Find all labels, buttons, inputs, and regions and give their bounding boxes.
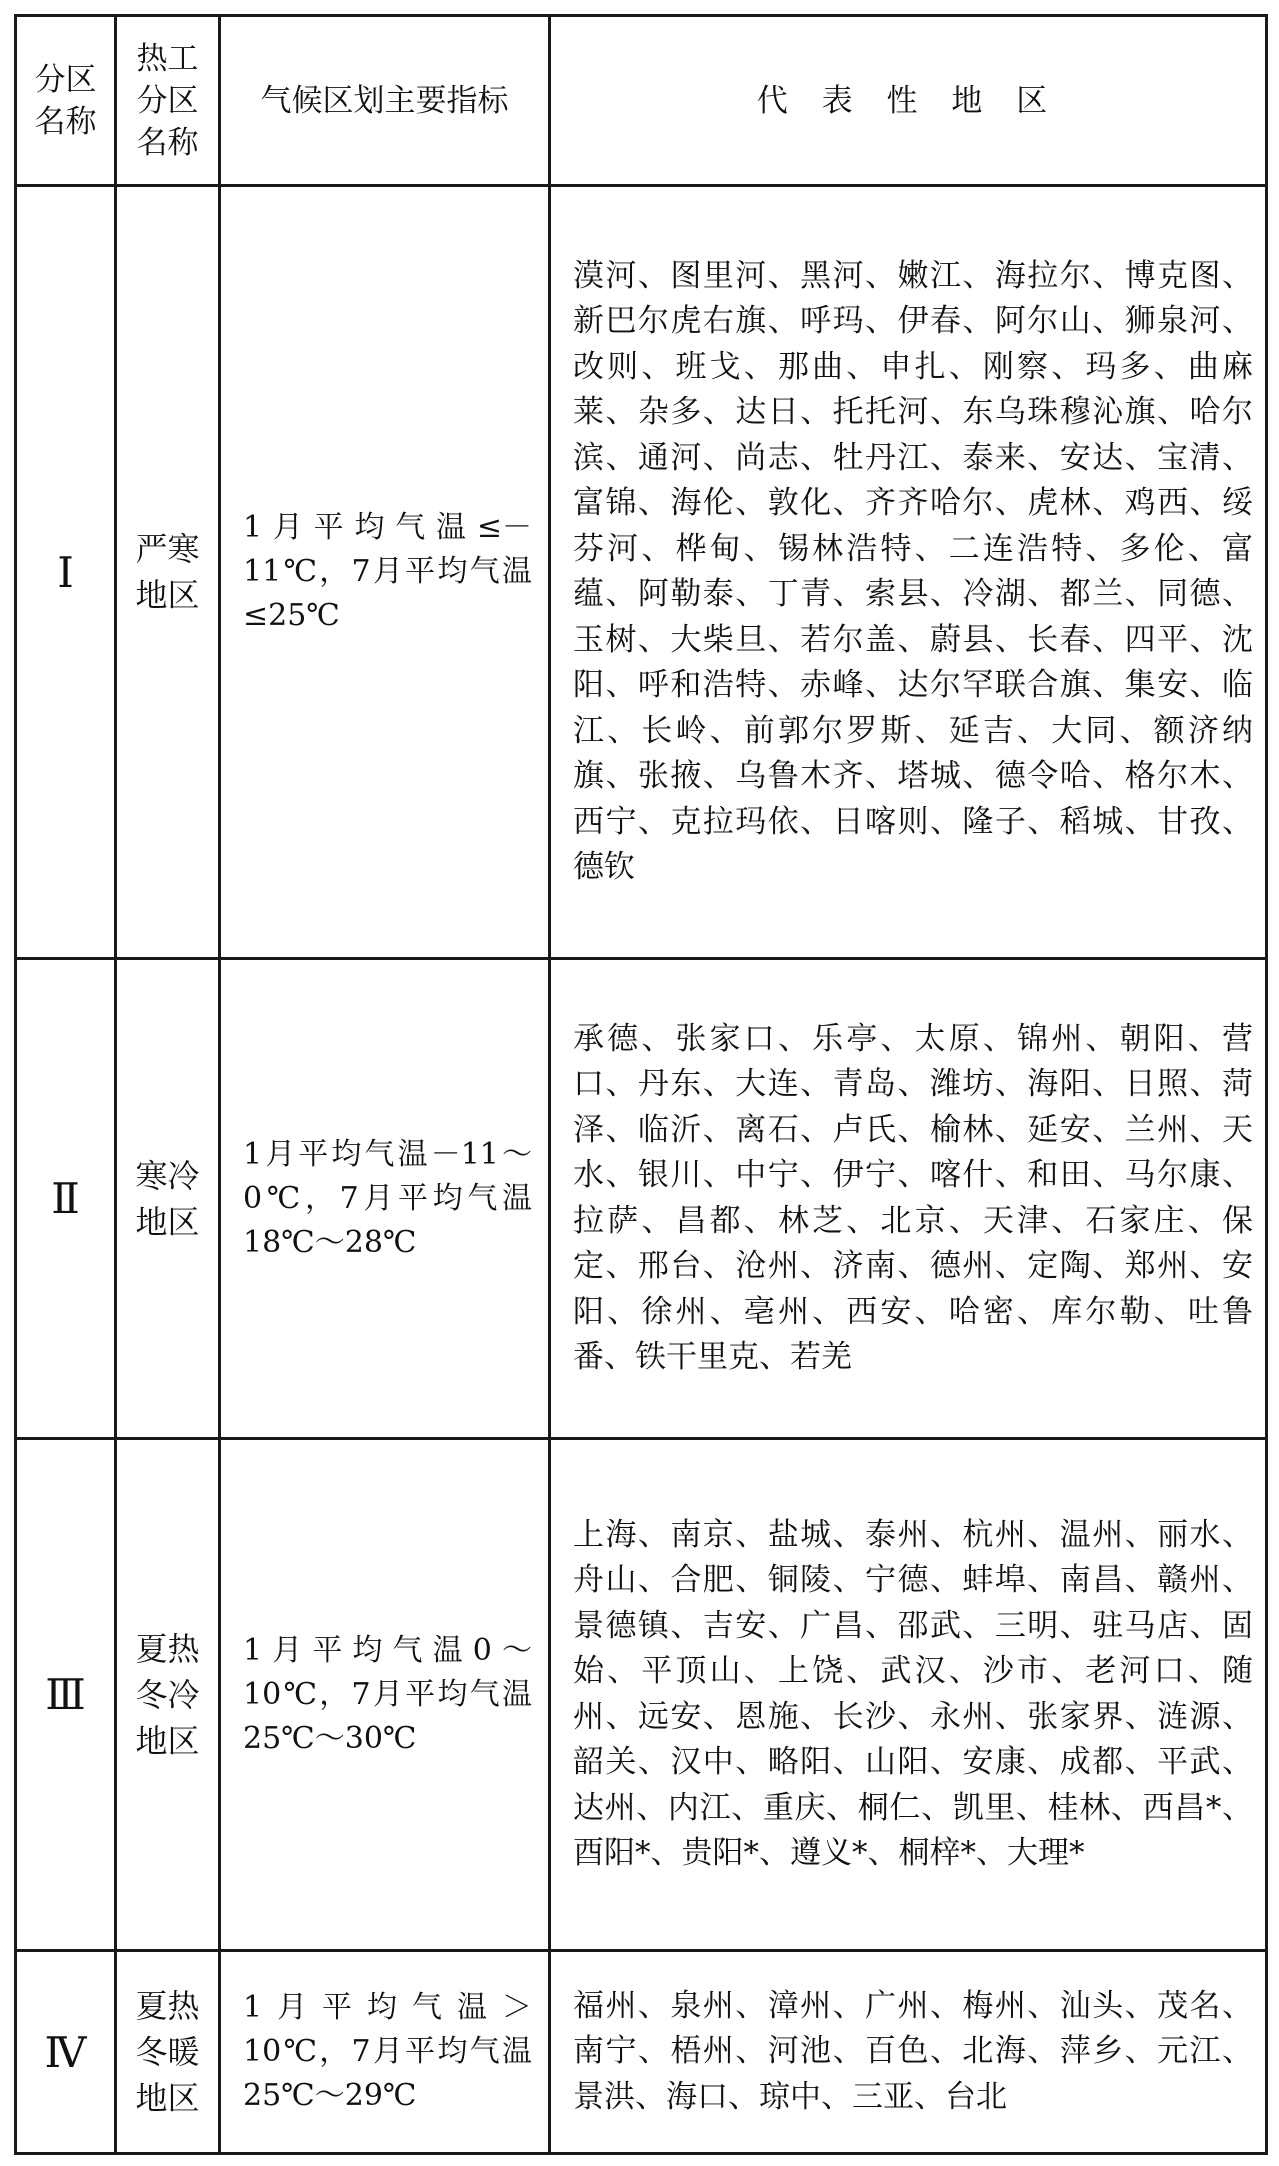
header-criteria: 气候区划主要指标 — [220, 16, 550, 186]
thermal-zone-name: 夏热 冬暖 地区 — [116, 1951, 220, 2154]
representative-regions: 福州、泉州、漳州、广州、梅州、汕头、茂名、南宁、梧州、河池、百色、北海、萍乡、元江、景洪、海口、琼中、三亚、台北 — [550, 1951, 1267, 2154]
table-row — [16, 186, 1267, 959]
thermal-zone-name: 夏热 冬冷 地区 — [116, 1439, 220, 1951]
zone-numeral: Ⅳ — [16, 1951, 116, 2154]
zone-numeral: Ⅲ — [16, 1439, 116, 1951]
representative-regions: 承德、张家口、乐亭、太原、锦州、朝阳、营口、丹东、大连、青岛、潍坊、海阳、日照、菏泽、临沂、离石、卢氏、榆林、延安、兰州、天水、银川、中宁、伊宁、喀什、和田、马尔康、拉萨、昌都、林芝、北京、天津、石家庄、保定、邢台、沧州、济南、德州、定陶、郑州、安阳、徐州、亳州、西安、哈密、库尔勒、吐鲁番、铁干里克、若羌 — [550, 959, 1267, 1439]
climate-zone-table-sheet — [14, 14, 1265, 2152]
climate-criteria: 1月平均气温≤－11℃，7月平均气温≤25℃ — [220, 186, 550, 959]
table-row — [16, 1951, 1267, 2154]
climate-criteria: 1月平均气温－11～0℃，7月平均气温18℃～28℃ — [220, 959, 550, 1439]
representative-regions: 上海、南京、盐城、泰州、杭州、温州、丽水、舟山、合肥、铜陵、宁德、蚌埠、南昌、赣州、景德镇、吉安、广昌、邵武、三明、驻马店、固始、平顶山、上饶、武汉、沙市、老河口、随州、远安、恩施、长沙、永州、张家界、涟源、韶关、汉中、略阳、山阳、安康、成都、平武、达州、内江、重庆、桐仁、凯里、桂林、西昌*、酉阳*、贵阳*、遵义*、桐梓*、大理* — [550, 1439, 1267, 1951]
header-zone-name: 分区 名称 — [16, 16, 116, 186]
thermal-zone-name: 寒冷 地区 — [116, 959, 220, 1439]
climate-criteria: 1月平均气温＞10℃，7月平均气温25℃～29℃ — [220, 1951, 550, 2154]
zone-numeral: Ⅰ — [16, 186, 116, 959]
header-representative-regions: 代 表 性 地 区 — [550, 16, 1267, 186]
table-row — [16, 959, 1267, 1439]
climate-zone-table — [14, 14, 1268, 2155]
thermal-zone-name: 严寒 地区 — [116, 186, 220, 959]
header-thermal-zone-name: 热工 分区 名称 — [116, 16, 220, 186]
header-row — [16, 16, 1267, 186]
table-row — [16, 1439, 1267, 1951]
climate-criteria: 1月平均气温0～10℃，7月平均气温25℃～30℃ — [220, 1439, 550, 1951]
zone-numeral: Ⅱ — [16, 959, 116, 1439]
representative-regions: 漠河、图里河、黑河、嫩江、海拉尔、博克图、新巴尔虎右旗、呼玛、伊春、阿尔山、狮泉河、改则、班戈、那曲、申扎、刚察、玛多、曲麻莱、杂多、达日、托托河、东乌珠穆沁旗、哈尔滨、通河、尚志、牡丹江、泰来、安达、宝清、富锦、海伦、敦化、齐齐哈尔、虎林、鸡西、绥芬河、桦甸、锡林浩特、二连浩特、多伦、富蕴、阿勒泰、丁青、索县、冷湖、都兰、同德、玉树、大柴旦、若尔盖、蔚县、长春、四平、沈阳、呼和浩特、赤峰、达尔罕联合旗、集安、临江、长岭、前郭尔罗斯、延吉、大同、额济纳旗、张掖、乌鲁木齐、塔城、德令哈、格尔木、西宁、克拉玛依、日喀则、隆子、稻城、甘孜、德钦 — [550, 186, 1267, 959]
